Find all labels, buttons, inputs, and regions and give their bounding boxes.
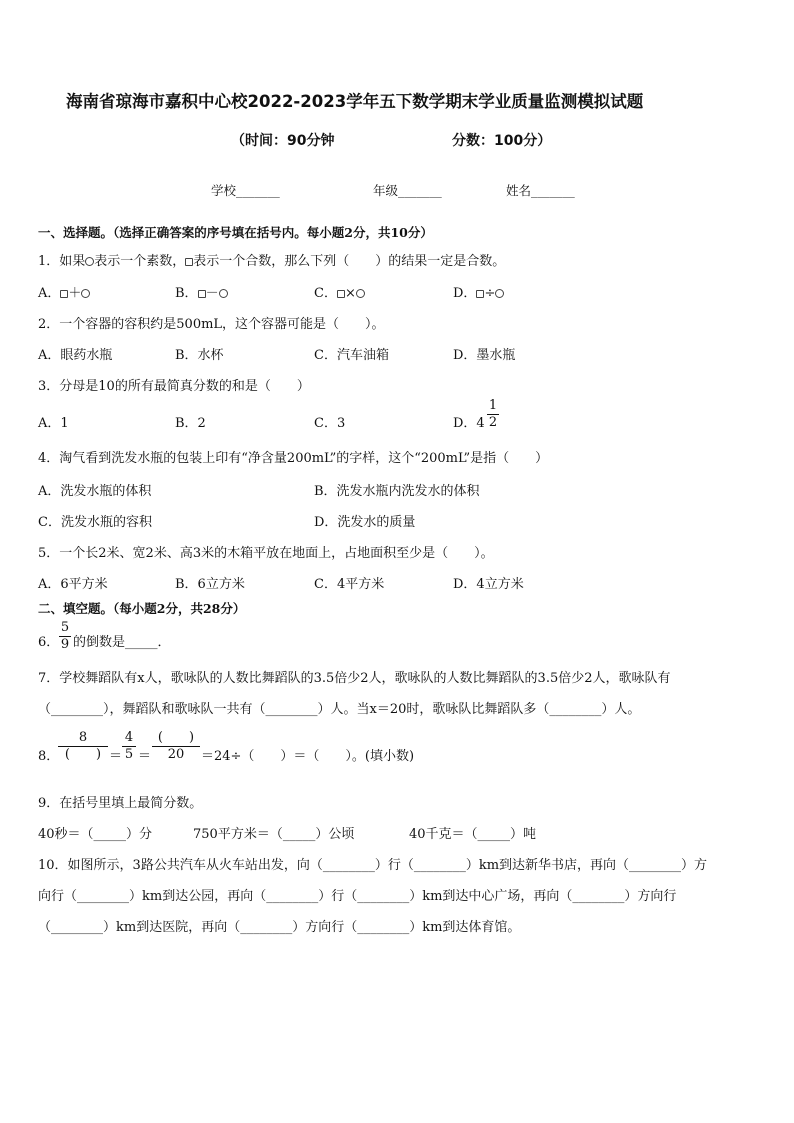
- name-field: 姓名_______: [506, 183, 575, 198]
- circle-symbol-icon: [356, 289, 365, 298]
- q5-option-d[interactable]: D．4立方米: [453, 577, 524, 592]
- q3-option-c[interactable]: C．3: [314, 416, 346, 431]
- fraction-denominator: 20: [167, 747, 185, 762]
- circle-symbol-icon: [85, 257, 94, 266]
- q1-option-a[interactable]: A． ＋: [38, 282, 90, 301]
- q4-option-a[interactable]: A．洗发水瓶的体积: [38, 484, 152, 499]
- fraction-denominator: 5: [124, 747, 134, 762]
- q3-option-a[interactable]: A．1: [38, 416, 69, 431]
- q3-option-d[interactable]: [453, 412, 485, 431]
- q3-stem: 3．分母是10的所有最简真分数的和是（ ）: [38, 379, 310, 394]
- q2-option-c[interactable]: C．汽车油箱: [314, 348, 389, 363]
- q2-option-d[interactable]: D．墨水瓶: [453, 348, 516, 363]
- section1-heading: 一、选择题。（选择正确答案的序号填在括号内。每小题2分，共10分）: [38, 225, 433, 240]
- q2-option-b[interactable]: B．水杯: [175, 348, 224, 363]
- circle-symbol-icon: [219, 289, 228, 298]
- exam-time: （时间：90分钟: [231, 133, 335, 149]
- q5-option-a[interactable]: A．6平方米: [38, 577, 108, 592]
- section2-heading: 二、填空题。（每小题2分，共28分）: [38, 601, 246, 616]
- fraction-denominator[interactable]: ( ): [64, 747, 102, 762]
- q6-fraction: [59, 621, 71, 652]
- q8-fraction-1: [58, 731, 108, 762]
- square-symbol-icon: [198, 290, 206, 298]
- grade-field: 年级_______: [373, 183, 442, 198]
- q3-option-b[interactable]: B．2: [175, 416, 206, 431]
- q9-part-1[interactable]: 40秒＝（_____）分: [38, 827, 153, 842]
- q8-label: 8．: [38, 749, 60, 764]
- q4-option-d[interactable]: D．洗发水的质量: [314, 515, 416, 530]
- q1-stem-a: 1．如果: [38, 254, 86, 269]
- exam-score: 分数：100分）: [452, 133, 552, 149]
- school-field: 学校_______: [211, 183, 280, 198]
- q3-option-d-fraction: [487, 399, 499, 430]
- q6-text[interactable]: 的倒数是_____．: [73, 635, 171, 650]
- q8-tail[interactable]: ＝24÷（ ）＝（ ）。(填小数): [201, 749, 415, 764]
- q1-option-c[interactable]: C． ×: [314, 282, 365, 301]
- fraction-denominator: 2: [488, 415, 498, 430]
- q7-line1: 7．学校舞蹈队有x人，歌咏队的人数比舞蹈队的3.5倍少2人，歌咏队的人数比舞蹈队的3.5倍少2人，歌咏队有: [38, 671, 671, 686]
- square-symbol-icon: [337, 290, 345, 298]
- q8-equals-1: ＝: [109, 749, 123, 764]
- fraction-numerator: 5: [60, 620, 70, 635]
- q4-stem: 4．淘气看到洗发水瓶的包装上印有“净含量200mL”的字样，这个“200mL”是指（ ）: [38, 451, 549, 466]
- circle-symbol-icon: [495, 289, 504, 298]
- q7-line2[interactable]: （________），舞蹈队和歌咏队一共有（________）人。当x＝20时，歌咏队比舞蹈队多（________）人。: [38, 702, 641, 717]
- q2-option-a[interactable]: A．眼药水瓶: [38, 348, 113, 363]
- fraction-numerator: 4: [124, 730, 134, 745]
- q8-fraction-2: [122, 731, 136, 762]
- q1-stem: [38, 250, 505, 269]
- fraction-numerator: 8: [78, 730, 88, 745]
- q3-option-d-whole: D．4: [453, 416, 485, 431]
- q10-line3[interactable]: （________）km到达医院，再向（________）方向行（________）km到达体育馆。: [38, 920, 521, 935]
- q9-part-3[interactable]: 40千克＝（_____）吨: [409, 827, 537, 842]
- q8-equals-2: ＝: [138, 749, 152, 764]
- q1-stem-c: 表示一个合数，那么下列（ ）的结果一定是合数。: [193, 254, 506, 269]
- q1-option-b[interactable]: B． －: [175, 282, 228, 301]
- q5-option-c[interactable]: C．4平方米: [314, 577, 385, 592]
- q4-option-c[interactable]: C．洗发水瓶的容积: [38, 515, 152, 530]
- q9-stem: 9．在括号里填上最简分数。: [38, 796, 203, 811]
- fraction-numerator: 1: [488, 398, 498, 413]
- q10-line2[interactable]: 向行（________）km到达公园，再向（________）行（________）km到达中心广场，再向（________）方向行: [38, 889, 677, 904]
- q10-line1[interactable]: 10．如图所示，3路公共汽车从火车站出发，向（________）行（________）km到达新华书店，再向（________）方: [38, 858, 708, 873]
- page-title: 海南省琼海市嘉积中心校2022-2023学年五下数学期末学业质量监测模拟试题: [66, 92, 644, 111]
- q4-option-b[interactable]: B．洗发水瓶内洗发水的体积: [314, 484, 480, 499]
- q9-part-2[interactable]: 750平方米＝（_____）公顷: [193, 827, 355, 842]
- q1-stem-b: 表示一个素数，: [94, 254, 186, 269]
- fraction-denominator: 9: [60, 637, 70, 652]
- fraction-numerator[interactable]: ( ): [157, 730, 195, 745]
- q5-stem: 5．一个长2米、宽2米、高3米的木箱平放在地面上，占地面积至少是（ ）。: [38, 546, 494, 561]
- q2-stem: 2．一个容器的容积约是500mL，这个容器可能是（ ）。: [38, 317, 385, 332]
- q1-option-d[interactable]: D． ÷: [453, 282, 504, 301]
- q6-label: 6．: [38, 635, 60, 650]
- q5-option-b[interactable]: B．6立方米: [175, 577, 245, 592]
- q8-fraction-3: [152, 731, 200, 762]
- circle-symbol-icon: [81, 289, 90, 298]
